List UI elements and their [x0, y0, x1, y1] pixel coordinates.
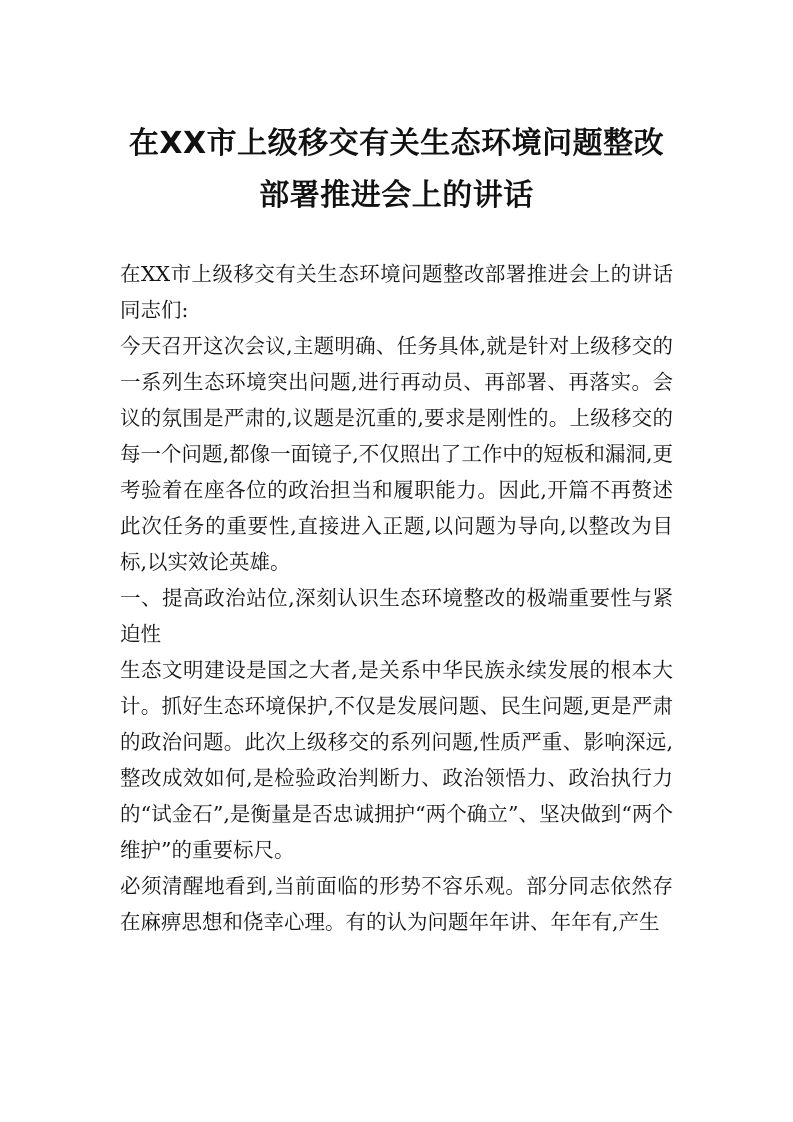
paragraph-ecology: 生态文明建设是国之大者,是关系中华民族永续发展的根本大计。抓好生态环境保护,不仅是发展问题、民生问题,更是严肃的政治问题。此次上级移交的系列问题,性质严重、影响深远,整改成效如何,是检验政治判断力、政治领悟力、政治执行力的“试金石”,是衡量是否忠诚拥护“两个确立”、坚决做到“两个维护”的重要标尺。	[120, 658, 673, 862]
document-title: 在XX市上级移交有关生态环境问题整改部署推进会上的讲话	[128, 126, 665, 213]
document-body	[120, 256, 673, 940]
paragraph-heading-line: 在XX市上级移交有关生态环境问题整改部署推进会上的讲话同志们:	[120, 262, 673, 322]
paragraph-opening: 今天召开这次会议,主题明确、任务具体,就是针对上级移交的一系列生态环境突出问题,进行再动员、再部署、再落实。会议的氛围是严肃的,议题是沉重的,要求是刚性的。上级移交的每一个问题,都像一面镜子,不仅照出了工作中的短板和漏洞,更考验着在座各位的政治担当和履职能力。因此,开篇不再赘述此次任务的重要性,直接进入正题,以问题为导向,以整改为目标,以实效论英雄。	[120, 334, 673, 574]
paragraph-situation: 必须清醒地看到,当前面临的形势不容乐观。部分同志依然存在麻痹思想和侥幸心理。有的认为问题年年讲、年年有,产生	[120, 874, 673, 934]
section-heading-one: 一、提高政治站位,深刻认识生态环境整改的极端重要性与紧迫性	[120, 586, 673, 646]
